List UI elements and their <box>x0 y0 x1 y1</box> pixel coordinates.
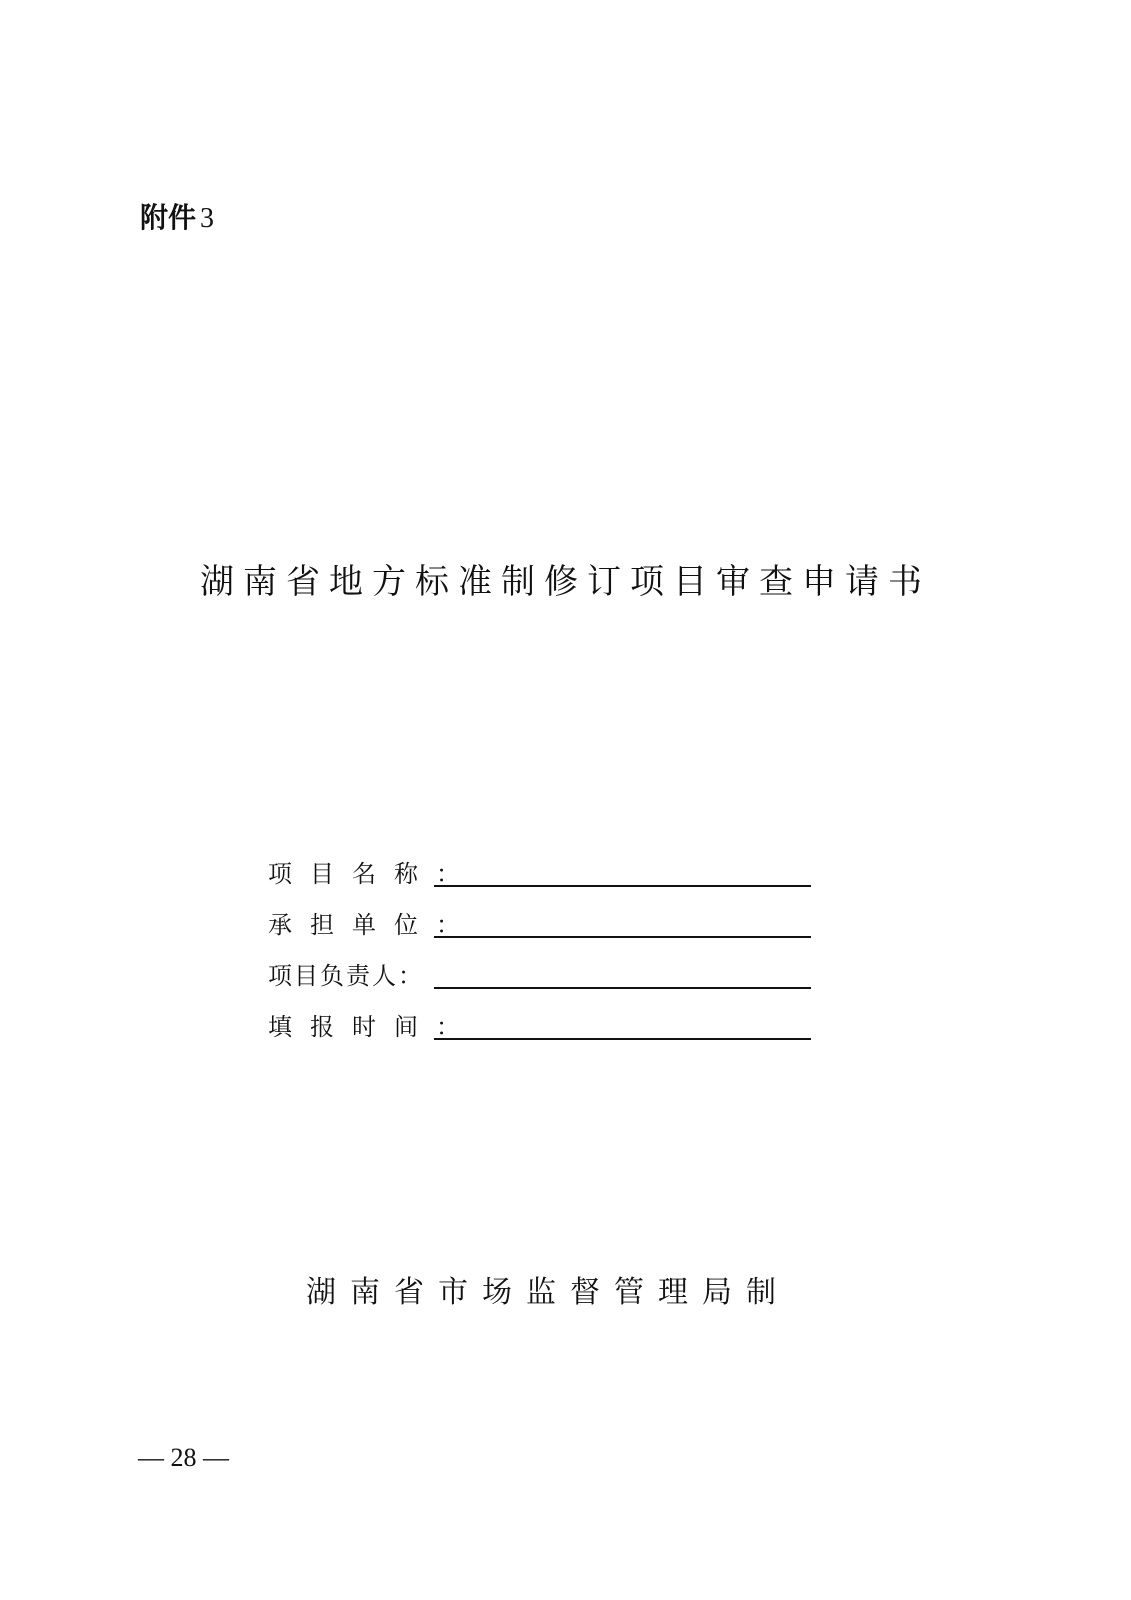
form-row-project-name <box>268 856 828 907</box>
attachment-label: 附件 <box>140 201 197 234</box>
form-row-undertaking-unit <box>268 907 828 958</box>
undertaking-unit-label: 承担单位： <box>268 911 478 939</box>
fill-date-field[interactable] <box>434 1038 811 1040</box>
form-row-fill-date <box>268 1009 828 1060</box>
cover-form <box>268 856 828 1060</box>
project-leader-field[interactable] <box>434 987 811 989</box>
attachment-number: 3 <box>200 203 215 234</box>
project-name-field[interactable] <box>434 885 811 887</box>
document-title: 湖南省地方标准制修订项目审查申请书 <box>200 562 931 602</box>
fill-date-label: 填报时间： <box>268 1013 478 1041</box>
form-row-project-leader <box>268 958 828 1009</box>
project-leader-label: 项目负责人： <box>268 962 424 990</box>
project-name-label: 项目名称： <box>268 860 478 888</box>
attachment-heading <box>140 198 214 239</box>
issuer-line: 湖南省市场监督管理局制 <box>306 1275 790 1310</box>
undertaking-unit-field[interactable] <box>434 936 811 938</box>
page-number: — 28 — <box>138 1443 229 1472</box>
